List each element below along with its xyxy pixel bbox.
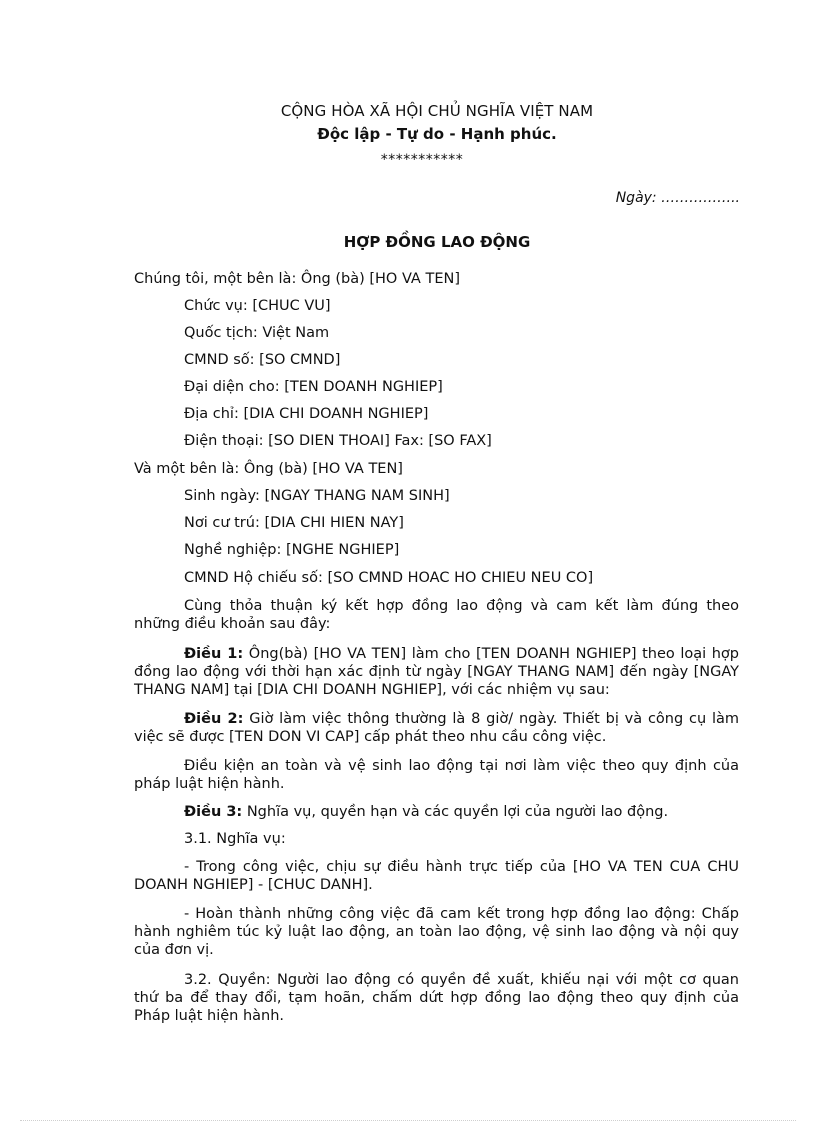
duty-2-text: - Hoàn thành những công việc đã cam kết trong hợp đồng lao động: Chấp hành nghiêm túc kỷ luật lao động, an toàn lao động, vệ sinh lao động và nội quy của đơn vị. [134,906,739,958]
article-1-label: Điều 1: [184,646,244,662]
page-bottom-rule [20,1120,796,1121]
safety-paragraph [134,757,739,793]
party-a-representing: Đại diện cho: [TEN DOANH NGHIEP] [184,379,443,395]
party-a-id: CMND số: [SO CMND] [184,352,341,368]
duty-2 [134,905,739,959]
safety-text: Điều kiện an toàn và vệ sinh lao động tại nơi làm việc theo quy định của pháp luật hiện hành. [134,758,739,792]
party-a-position: Chức vụ: [CHUC VU] [184,298,331,314]
duty-heading-text: 3.1. Nghĩa vụ: [184,831,286,847]
article-3 [134,803,739,821]
party-b-id-passport: CMND Hộ chiếu số: [SO CMND HOAC HO CHIEU NEU CO] [184,570,594,586]
contract-title: HỢP ĐỒNG LAO ĐỘNG [343,233,531,251]
agreement-paragraph [134,597,739,633]
party-b-intro: Và một bên là: Ông (bà) [HO VA TEN] [134,461,403,477]
party-a-nationality: Quốc tịch: Việt Nam [184,325,330,341]
article-3-text: Nghĩa vụ, quyền hạn và các quyền lợi của người lao động. [242,804,669,820]
article-2-text: Giờ làm việc thông thường là 8 giờ/ ngày. Thiết bị và công cụ làm việc sẽ được [TEN DON VI CAP] cấp phát theo nhu cầu công việc. [134,711,740,745]
party-a-phone: Điện thoại: [SO DIEN THOAI] Fax: [SO FAX] [184,433,492,449]
motto-heading: Độc lập - Tự do - Hạnh phúc. [317,125,557,143]
stars-divider: *********** [380,152,464,168]
party-b-residence: Nơi cư trú: [DIA CHI HIEN NAY] [184,515,404,531]
date-line: Ngày: …………….. [615,190,740,206]
republic-heading: CỘNG HÒA XÃ HỘI CHỦ NGHĨA VIỆT NAM [280,102,594,120]
rights-paragraph [134,971,739,1025]
agreement-text: Cùng thỏa thuận ký kết hợp đồng lao động và cam kết làm đúng theo những điều khoản sau đây: [134,598,739,632]
duty-1 [134,858,739,894]
article-3-label: Điều 3: [184,804,243,820]
article-1-text: Ông(bà) [HO VA TEN] làm cho [TEN DOANH NGHIEP] theo loại hợp đồng lao động với thời hạn xác định từ ngày [NGAY THANG NAM] đến ngày [NGAY THANG NAM] tại [DIA CHI DOANH NGHIEP], với các nhiệm vụ sau: [134,646,740,698]
duty-1-text: - Trong công việc, chịu sự điều hành trực tiếp của [HO VA TEN CUA CHU DOANH NGHIEP] - [CHUC DANH]. [134,859,739,893]
article-2 [134,710,739,746]
article-1 [134,645,739,699]
party-a-address: Địa chỉ: [DIA CHI DOANH NGHIEP] [184,406,429,422]
party-a-intro: Chúng tôi, một bên là: Ông (bà) [HO VA TEN] [134,271,460,287]
duty-heading [134,830,739,848]
party-b-occupation: Nghề nghiệp: [NGHE NGHIEP] [184,542,400,558]
article-2-label: Điều 2: [184,711,244,727]
rights-text: 3.2. Quyền: Người lao động có quyền đề xuất, khiếu nại với một cơ quan thứ ba để thay đổi, tạm hoãn, chấm dứt hợp đồng lao động theo quy định của Pháp luật hiện hành. [134,972,739,1024]
party-b-birth: Sinh ngày: [NGAY THANG NAM SINH] [184,488,450,504]
